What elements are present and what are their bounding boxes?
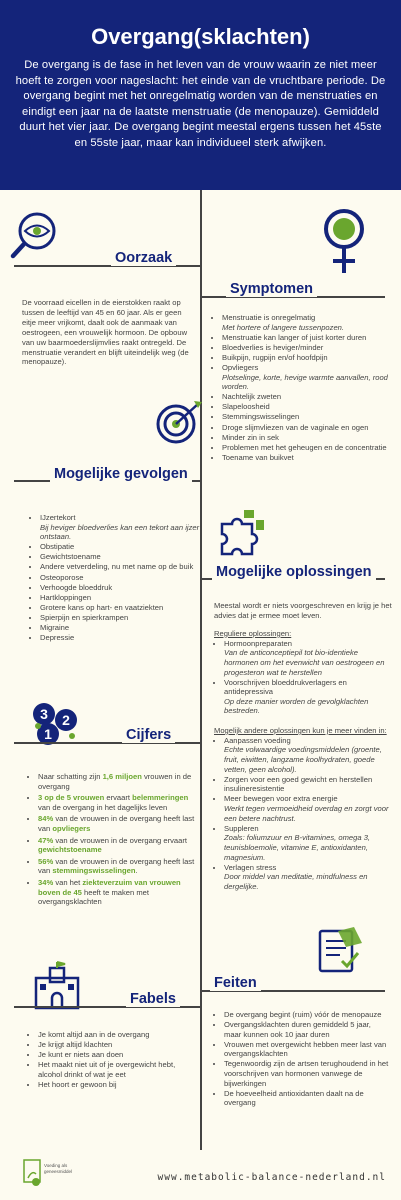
stat-item — [38, 857, 196, 876]
item-main: Buikpijn, rugpijn en/of hoofdpijn — [222, 352, 328, 362]
page-title: Overgang(sklachten) — [91, 24, 310, 49]
stat-highlight: 56% — [38, 856, 54, 866]
list-item: • Je kunt er niets aan doen — [38, 1050, 198, 1060]
cijfers-title: Cijfers — [122, 727, 175, 743]
svg-text:3: 3 — [40, 706, 48, 722]
item-main: Andere vetverdeling, nu met name op de buik — [40, 562, 194, 572]
item-main: Hartkloppingen — [40, 592, 92, 602]
regular-list — [214, 639, 394, 716]
stat-item — [38, 772, 196, 791]
list-item — [222, 443, 398, 453]
item-main: Aanpassen voeding — [224, 735, 291, 745]
list-item — [222, 412, 398, 422]
eye-search-icon — [10, 206, 64, 260]
list-item — [40, 613, 200, 623]
stat-highlight: opvliegers — [52, 823, 91, 833]
stat-text: van de vrouwen in de overgang heeft last van — [38, 814, 195, 833]
item-main: Meer bewegen voor extra energie — [224, 794, 338, 804]
stat-text: Naar schatting zijn — [38, 772, 103, 781]
list-item — [222, 433, 398, 443]
item-main: Osteoporose — [40, 572, 84, 582]
item-main: Bloedverlies is heviger/minder — [222, 342, 324, 352]
item-main: Verhoogde bloeddruk — [40, 582, 113, 592]
item-main: Verlagen stress — [224, 862, 277, 872]
stat-highlight: belemmeringen — [132, 793, 189, 803]
oorzaak-title: Oorzaak — [111, 250, 176, 266]
list-item: • Je krijgt altijd klachten — [38, 1040, 198, 1050]
list-item — [40, 562, 200, 572]
logo-text: Voeding als geneesmiddel — [44, 1163, 73, 1174]
symptomen-list — [212, 313, 398, 463]
target-icon — [154, 398, 204, 446]
list-item: • Het maakt niet uit of je overgewicht hebt, alcohol drinkt of wat je eet — [38, 1060, 198, 1079]
stat-highlight: 3 op de 5 vrouwen — [38, 793, 105, 803]
stat-highlight: 34% — [38, 877, 54, 887]
item-main: Voorschrijven bloeddrukverlagers en antidepressiva — [224, 677, 347, 697]
gevolgen-list — [30, 513, 200, 643]
oorzaak-text: De voorraad eicellen in de eierstokken raakt op tussen de leeftijd van 45 en 60 jaar. Als er geen eitje meer vrijkomt, daalt ook de aanmaak van oestrogeen, een vrouwelijk hormoon. De opbouw van uw baarmoederslijmvlies raakt ontregeld. De menstruatie verandert en blijft uiteindelijk weg (de menopauze). — [22, 298, 189, 367]
feiten-title: Feiten — [210, 975, 261, 991]
item-note: Bij heviger bloedverlies kan een tekort aan ijzer ontstaan. — [40, 522, 200, 542]
oplossingen-title: Mogelijke oplossingen — [212, 564, 376, 580]
item-note: Op deze manier worden de gevolgklachten bestreden. — [224, 696, 369, 716]
intro-text: De overgang is de fase in het leven van de vrouw waarin ze niet meer hoeft te zorgen voor nageslacht: het einde van de vruchtbare periode. De overgang begint met het onregelmatig worden van de menstruaties en eindigt een jaar na de laatste menstruatie (de menopauze). Gemiddeld duurt het vier jaar. De overgang begint meestal ergens tussen het 45ste en 55ste jaar, maar kan individueel sterk afwijken. — [15, 59, 386, 149]
list-item — [40, 552, 200, 562]
list-item — [224, 863, 394, 892]
fabels-title: Fabels — [126, 991, 180, 1007]
item-note: Van de anticonceptiepil tot bio-identieke hormonen om het evenwicht van oestrogeen en progesteron wat te herstellen — [224, 648, 385, 677]
item-note: Plotselinge, korte, hevige warmte aanvallen, rood worden. — [222, 372, 388, 392]
item-main: Grotere kans op hart- en vaatziekten — [40, 602, 164, 612]
item-note: Zoals: foliumzuur en B-vitamines, omega 3, teunisbloemolie, vitamine E, antioxidanten, magnesium. — [224, 833, 371, 862]
list-item — [40, 603, 200, 613]
puzzle-icon — [214, 506, 270, 562]
fabels-list — [28, 1030, 198, 1090]
female-symbol-icon — [316, 205, 372, 277]
other-list — [214, 736, 394, 892]
stat-item — [38, 814, 196, 833]
item-main: Migraine — [40, 623, 70, 633]
item-main: Nachtelijk zweten — [222, 392, 282, 402]
list-item — [224, 639, 394, 677]
list-item — [224, 775, 394, 794]
item-main: Spierpijn en spierkrampen — [40, 612, 129, 622]
stat-highlight: 47% — [38, 835, 54, 845]
list-item: • Overgangsklachten duren gemiddeld 5 jaar, maar kunnen ook 10 jaar duren — [224, 1020, 390, 1039]
item-main: Hormoonpreparaten — [224, 638, 292, 648]
footer-url[interactable]: www.metabolic-balance-nederland.nl — [157, 1172, 386, 1183]
stat-text: van het — [53, 877, 83, 887]
list-item — [222, 392, 398, 402]
castle-icon — [30, 960, 84, 1010]
item-main: Problemen met het geheugen en de concentratie — [222, 442, 387, 452]
list-item — [222, 402, 398, 412]
list-item — [40, 583, 200, 593]
stat-highlight: 1,6 miljoen — [102, 772, 142, 781]
list-item — [40, 542, 200, 552]
list-item — [222, 313, 398, 332]
list-item — [224, 678, 394, 716]
stat-item — [38, 878, 196, 907]
stat-text: ervaart — [104, 793, 133, 803]
list-item — [224, 794, 394, 823]
list-item — [40, 633, 200, 643]
list-item — [222, 343, 398, 353]
list-item — [40, 573, 200, 583]
list-item — [40, 513, 200, 542]
stat-text: vrouwen in de overgang — [38, 772, 192, 791]
document-check-icon — [312, 925, 364, 977]
list-item: • Het hoort er gewoon bij — [38, 1080, 198, 1090]
svg-text:1: 1 — [44, 726, 52, 742]
list-item — [224, 736, 394, 774]
regular-heading: Reguliere oplossingen: — [214, 628, 292, 638]
stat-text: heeft te maken met overgangsklachten — [38, 887, 150, 907]
item-main: Suppleren — [224, 823, 259, 833]
list-item — [222, 423, 398, 433]
item-main: Gewichtstoename — [40, 552, 101, 562]
list-item: • De overgang begint (ruim) vóór de menopauze — [224, 1010, 390, 1020]
oplossingen-block — [214, 601, 394, 892]
item-main: Opvliegers — [222, 362, 259, 372]
item-main: Minder zin in sek — [222, 432, 279, 442]
stat-highlight: 84% — [38, 814, 54, 824]
item-note: Door middel van meditatie, mindfulness en dergelijke. — [224, 872, 368, 891]
item-note: Echte volwaardige voedingsmiddelen (groente, fruit, eiwitten, langzame koolhydraten, goede vetten, geen alcohol). — [224, 745, 382, 774]
stat-highlight: gewichtstoename — [38, 845, 102, 855]
header — [0, 0, 401, 190]
numbers-icon — [30, 700, 82, 748]
list-item: • Vrouwen met overgewicht hebben meer last van overgangsklachten — [224, 1040, 390, 1059]
item-main: IJzertekort — [40, 513, 76, 522]
item-note: Werkt tegen vermoeidheid overdag en zorgt voor een betere nachtrust. — [224, 804, 389, 823]
stat-item — [38, 836, 196, 855]
list-item: • Je komt altijd aan in de overgang — [38, 1030, 198, 1040]
item-main: Obstipatie — [40, 542, 75, 552]
stat-text: van de vrouwen in de overgang heeft last van — [38, 856, 195, 876]
list-item — [40, 623, 200, 633]
stat-text: van de overgang in het dagelijks leven — [38, 802, 168, 812]
cijfers-list — [28, 772, 196, 909]
item-main: Menstruatie kan langer of juist korter duren — [222, 332, 367, 342]
list-item — [222, 333, 398, 343]
list-item: • Tegenwoordig zijn de artsen terughoudend in het voorschrijven van hormonen vanwege de bijwerkingen — [224, 1059, 390, 1088]
item-main: Zorgen voor een goed gewicht en herstellen insulineresistentie — [224, 774, 373, 794]
item-main: Depressie — [40, 633, 75, 643]
item-note: Met hortere of langere tussenpozen. — [222, 322, 344, 332]
stat-highlight: ziekteverzuim van vrouwen boven de 45 — [38, 877, 181, 897]
item-main: Stemmingswisselingen — [222, 412, 300, 422]
list-item: • De hoeveelheid antioxidanten daalt na de overgang — [224, 1089, 390, 1108]
gevolgen-title: Mogelijke gevolgen — [50, 466, 192, 482]
list-item — [222, 453, 398, 463]
item-main: Droge slijmvliezen van de vaginale en ogen — [222, 422, 369, 432]
item-main: Toename van buikvet — [222, 452, 294, 462]
svg-text:2: 2 — [62, 712, 70, 728]
list-item — [224, 824, 394, 862]
item-main: Slapeloosheid — [222, 402, 270, 412]
list-item — [222, 353, 398, 363]
list-item — [40, 593, 200, 603]
stat-text: van de vrouwen in de overgang ervaart — [53, 835, 188, 845]
oplossingen-intro: Meestal wordt er niets voorgeschreven en krijg je het advies dat je ermee moet leven. — [214, 601, 392, 620]
stat-item — [38, 793, 196, 812]
other-heading: Mogelijk andere oplossingen kun je meer vinden in: — [214, 725, 387, 735]
stat-highlight: stemmingswisselingen — [52, 866, 136, 876]
feiten-list — [214, 1010, 390, 1108]
symptomen-title: Symptomen — [226, 281, 317, 297]
center-divider — [200, 190, 202, 1150]
item-main: Menstruatie is onregelmatig — [222, 313, 316, 322]
stat-text: . — [135, 866, 138, 876]
list-item — [222, 363, 398, 392]
